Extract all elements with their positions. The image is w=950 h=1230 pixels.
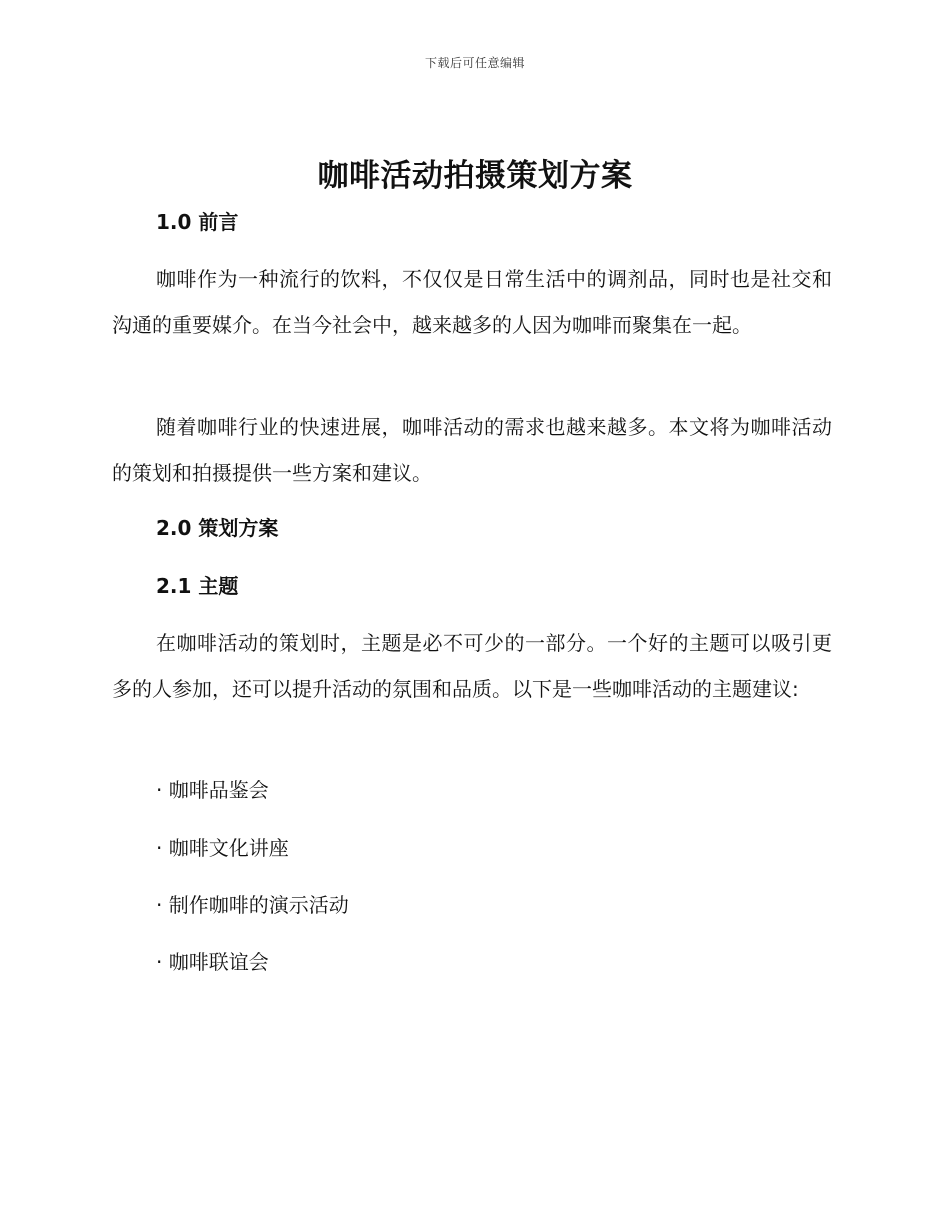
section-heading-theme: 2.1 主题 <box>156 574 239 598</box>
list-item: · 咖啡文化讲座 <box>156 836 289 860</box>
list-item: · 咖啡联谊会 <box>156 950 269 974</box>
list-item: · 制作咖啡的演示活动 <box>156 893 349 917</box>
page-header: 下载后可任意编辑 <box>424 56 525 70</box>
theme-paragraph: 在咖啡活动的策划时，主题是必不可少的一部分。一个好的主题可以吸引更多的人参加，还可以提升活动的氛围和品质。以下是一些咖啡活动的主题建议: <box>112 631 832 701</box>
document-title: 咖啡活动拍摄策划方案 <box>317 158 633 194</box>
preface-paragraph-1: 咖啡作为一种流行的饮料，不仅仅是日常生活中的调剂品，同时也是社交和沟通的重要媒介。在当今社会中，越来越多的人因为咖啡而聚集在一起。 <box>112 267 832 337</box>
section-heading-preface: 1.0 前言 <box>156 210 239 234</box>
list-item: · 咖啡品鉴会 <box>156 778 269 802</box>
preface-paragraph-2: 随着咖啡行业的快速进展，咖啡活动的需求也越来越多。本文将为咖啡活动的策划和拍摄提供一些方案和建议。 <box>112 415 832 485</box>
section-heading-plan: 2.0 策划方案 <box>156 516 279 540</box>
